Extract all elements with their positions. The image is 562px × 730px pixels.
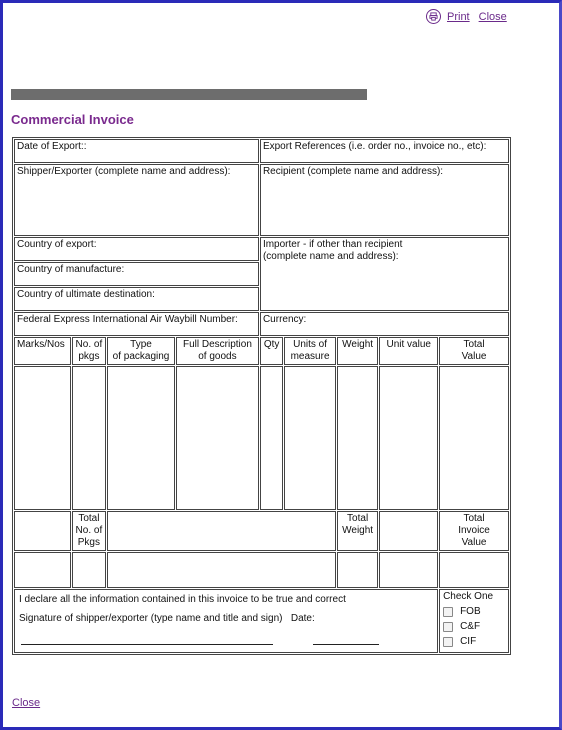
waybill-label: Federal Express International Air Waybill Number: (17, 314, 238, 325)
total-weight-label: Total Weight (337, 511, 379, 551)
col-type: Type of packaging (107, 337, 175, 365)
importer-field[interactable] (260, 237, 509, 311)
importer-sublabel: (complete name and address): (262, 251, 399, 262)
declaration-statement: I declare all the information contained in this invoice to be true and correct (19, 594, 346, 605)
totals-values-row (14, 552, 509, 588)
cf-option[interactable]: C&F (443, 621, 505, 633)
page-title: Commercial Invoice (11, 112, 134, 127)
header-bar (11, 89, 367, 100)
country-of-export-label: Country of export: (17, 239, 97, 250)
weight-cell[interactable] (337, 366, 379, 510)
marks-cell[interactable] (14, 366, 71, 510)
totals-span-blank (107, 511, 336, 551)
country-of-manufacture-label: Country of manufacture: (17, 264, 125, 275)
total-pkgs-label: Total No. of Pkgs (72, 511, 106, 551)
column-header-row (14, 337, 509, 365)
units-cell[interactable] (284, 366, 336, 510)
qty-cell[interactable] (260, 366, 283, 510)
export-references-label: Export References (i.e. order no., invoice no., etc): (262, 141, 487, 152)
date-label: Date: (290, 613, 315, 624)
total-value-cell[interactable] (439, 366, 509, 510)
type-cell[interactable] (107, 366, 175, 510)
totals-row (14, 511, 509, 551)
total-pkgs-value[interactable] (72, 552, 106, 588)
total-invoice-value[interactable] (439, 552, 509, 588)
close-link[interactable]: Close (478, 10, 507, 23)
shipper-label: Shipper/Exporter (complete name and address): (17, 166, 231, 177)
country-of-manufacture-field[interactable] (14, 262, 259, 286)
top-links (426, 9, 507, 24)
invoice-form (12, 137, 511, 655)
date-line[interactable] (313, 644, 379, 645)
currency-field[interactable] (260, 312, 509, 336)
check-one-heading: Check One (443, 591, 494, 602)
cif-option[interactable]: CIF (443, 636, 505, 648)
shipper-field[interactable] (14, 164, 259, 236)
signature-line[interactable] (21, 644, 273, 645)
print-link[interactable]: Print (447, 10, 470, 23)
declaration-cell (14, 589, 438, 653)
fob-option[interactable]: FOB (443, 606, 505, 618)
num-pkgs-cell[interactable] (72, 366, 106, 510)
country-of-destination-label: Country of ultimate destination: (17, 289, 155, 300)
totals-value-unit-blank (379, 552, 438, 588)
total-invoice-label: Total Invoice Value (439, 511, 509, 551)
col-total-value: Total Value (439, 337, 509, 365)
total-weight-value[interactable] (337, 552, 379, 588)
recipient-label: Recipient (complete name and address): (262, 166, 444, 177)
col-marks: Marks/Nos (14, 337, 71, 365)
totals-value-span (107, 552, 336, 588)
bottom-close-link[interactable]: Close (12, 697, 41, 709)
print-icon[interactable] (426, 9, 441, 24)
date-of-export-field[interactable] (14, 139, 259, 163)
totals-unit-blank (379, 511, 438, 551)
recipient-field[interactable] (260, 164, 509, 236)
country-of-export-field[interactable] (14, 237, 259, 261)
col-unit-value: Unit value (379, 337, 438, 365)
signature-line-label: Signature of shipper/exporter (type name and title and sign) Date: (19, 613, 315, 624)
currency-label: Currency: (262, 314, 307, 325)
items-row (14, 366, 509, 510)
col-qty: Qty (260, 337, 283, 365)
waybill-field[interactable] (14, 312, 259, 336)
description-cell[interactable] (176, 366, 259, 510)
totals-value-blank (14, 552, 71, 588)
col-units: Units of measure (284, 337, 336, 365)
export-references-field[interactable] (260, 139, 509, 163)
date-of-export-label: Date of Export:: (17, 141, 87, 152)
country-of-destination-field[interactable] (14, 287, 259, 311)
cif-checkbox[interactable] (443, 637, 453, 647)
cf-checkbox[interactable] (443, 622, 453, 632)
check-one-cell (439, 589, 509, 653)
col-description: Full Description of goods (176, 337, 259, 365)
totals-blank (14, 511, 71, 551)
fob-checkbox[interactable] (443, 607, 453, 617)
col-weight: Weight (337, 337, 379, 365)
importer-label: Importer - if other than recipient (262, 239, 403, 250)
unit-value-cell[interactable] (379, 366, 438, 510)
col-num-pkgs: No. of pkgs (72, 337, 106, 365)
